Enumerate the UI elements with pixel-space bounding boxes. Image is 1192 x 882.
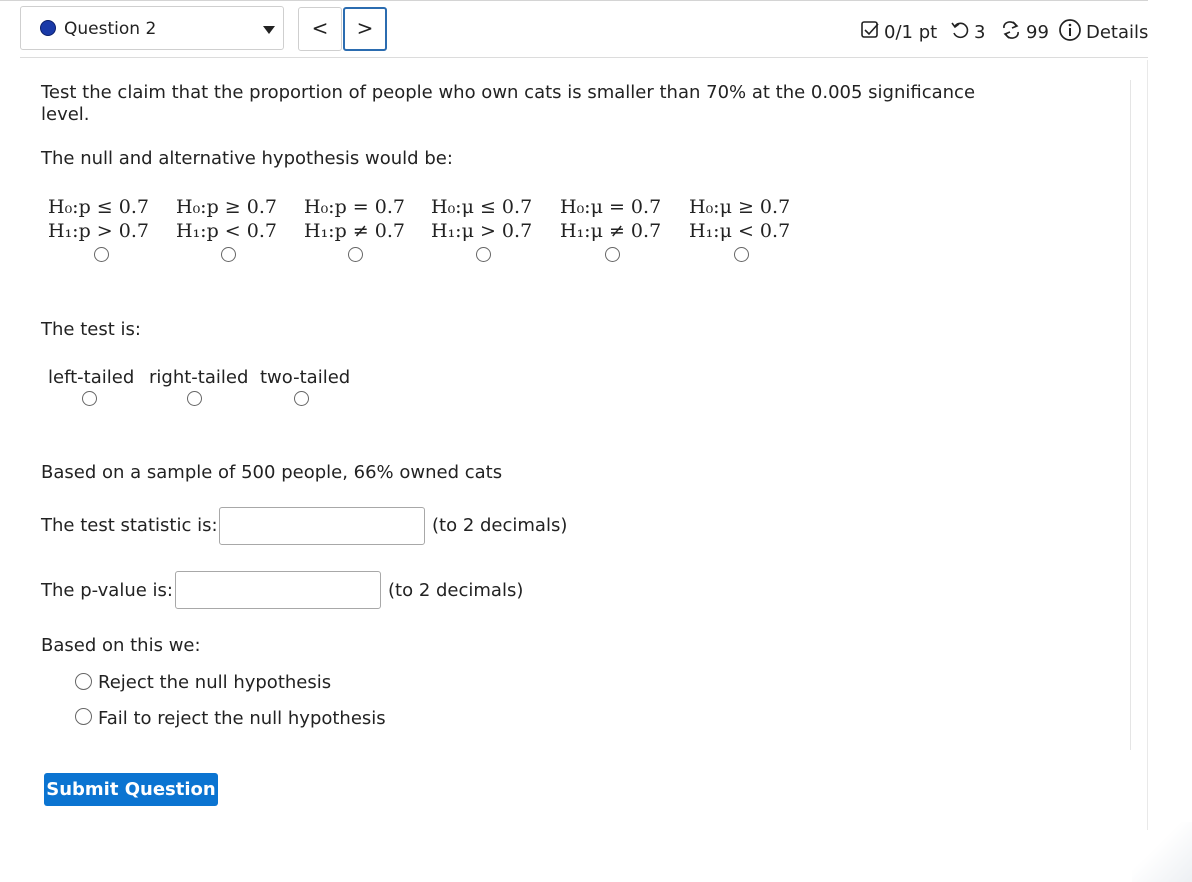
hypothesis-radio-6[interactable] [734, 247, 749, 262]
score-text: 0/1 pt [884, 21, 938, 43]
hypothesis-option-4 [431, 195, 532, 243]
hypothesis-intro: The null and alternative hypothesis would be: [41, 148, 453, 169]
details-text: Details [1086, 21, 1149, 43]
page-right-border [1147, 60, 1148, 830]
content-right-border [1130, 80, 1131, 750]
tail-radio-left[interactable] [82, 391, 97, 406]
retries-status [950, 18, 985, 46]
conclusion-intro: Based on this we: [41, 635, 201, 656]
hypothesis-null: H₀:μ ≤ 0.7 [431, 196, 533, 218]
fail-to-reject-radio[interactable] [75, 708, 92, 725]
hypothesis-radio-1[interactable] [94, 247, 109, 262]
header-divider [20, 57, 1148, 58]
hypothesis-option-1 [48, 195, 149, 243]
test-statistic-hint: (to 2 decimals) [432, 515, 568, 536]
hypothesis-alt: H₁:μ < 0.7 [689, 220, 791, 242]
reject-null-label: Reject the null hypothesis [98, 672, 332, 693]
hypothesis-null: H₀:μ = 0.7 [560, 196, 662, 218]
submit-question-button[interactable]: Submit Question [44, 773, 218, 806]
hypothesis-alt: H₁:p ≠ 0.7 [304, 220, 405, 242]
hypothesis-null: H₀:p = 0.7 [304, 196, 405, 218]
hypothesis-alt: H₁:μ ≠ 0.7 [560, 220, 662, 242]
score-status [860, 18, 937, 46]
top-border [0, 0, 1148, 1]
hypothesis-option-3 [304, 195, 405, 243]
fail-to-reject-label: Fail to reject the null hypothesis [98, 708, 386, 729]
details-link[interactable] [1058, 18, 1148, 46]
question-prompt-line-1: Test the claim that the proportion of people who own cats is smaller than 70% at the 0.005 significance [41, 82, 976, 103]
question-prompt-line-2: level. [41, 104, 90, 125]
retries-text: 3 [974, 21, 986, 43]
question-select-label: Question 2 [64, 19, 157, 39]
retry-icon [950, 20, 970, 45]
next-question-button[interactable]: > [343, 7, 387, 51]
question-status-dot [40, 20, 56, 36]
hypothesis-null: H₀:μ ≥ 0.7 [689, 196, 791, 218]
p-value-hint: (to 2 decimals) [388, 580, 524, 601]
test-statistic-label: The test statistic is: [41, 515, 218, 536]
corner-shadow [1132, 822, 1192, 882]
checkbox-icon [860, 20, 880, 45]
hypothesis-alt: H₁:p < 0.7 [176, 220, 277, 242]
tail-option-left-label: left-tailed [48, 367, 135, 388]
hypothesis-alt: H₁:μ > 0.7 [431, 220, 533, 242]
hypothesis-option-6 [689, 195, 790, 243]
info-icon [1058, 18, 1082, 47]
question-select[interactable] [20, 6, 284, 50]
test-statistic-input[interactable] [219, 507, 425, 545]
test-type-intro: The test is: [41, 319, 141, 340]
hypothesis-option-5 [560, 195, 661, 243]
tail-option-right-label: right-tailed [149, 367, 249, 388]
hypothesis-radio-2[interactable] [221, 247, 236, 262]
attempts-status [1000, 18, 1049, 46]
previous-question-button[interactable]: < [298, 7, 342, 51]
hypothesis-alt: H₁:p > 0.7 [48, 220, 149, 242]
tail-option-two-label: two-tailed [260, 367, 351, 388]
p-value-input[interactable] [175, 571, 381, 609]
tail-radio-two[interactable] [294, 391, 309, 406]
reject-null-radio[interactable] [75, 673, 92, 690]
sample-description: Based on a sample of 500 people, 66% owned cats [41, 462, 503, 483]
p-value-label: The p-value is: [41, 580, 173, 601]
hypothesis-radio-5[interactable] [605, 247, 620, 262]
attempts-text: 99 [1026, 21, 1049, 43]
swap-icon [1000, 20, 1022, 45]
caret-down-icon [263, 26, 275, 34]
hypothesis-null: H₀:p ≤ 0.7 [48, 196, 149, 218]
tail-radio-right[interactable] [187, 391, 202, 406]
hypothesis-radio-4[interactable] [476, 247, 491, 262]
hypothesis-option-2 [176, 195, 277, 243]
hypothesis-radio-3[interactable] [348, 247, 363, 262]
hypothesis-null: H₀:p ≥ 0.7 [176, 196, 277, 218]
